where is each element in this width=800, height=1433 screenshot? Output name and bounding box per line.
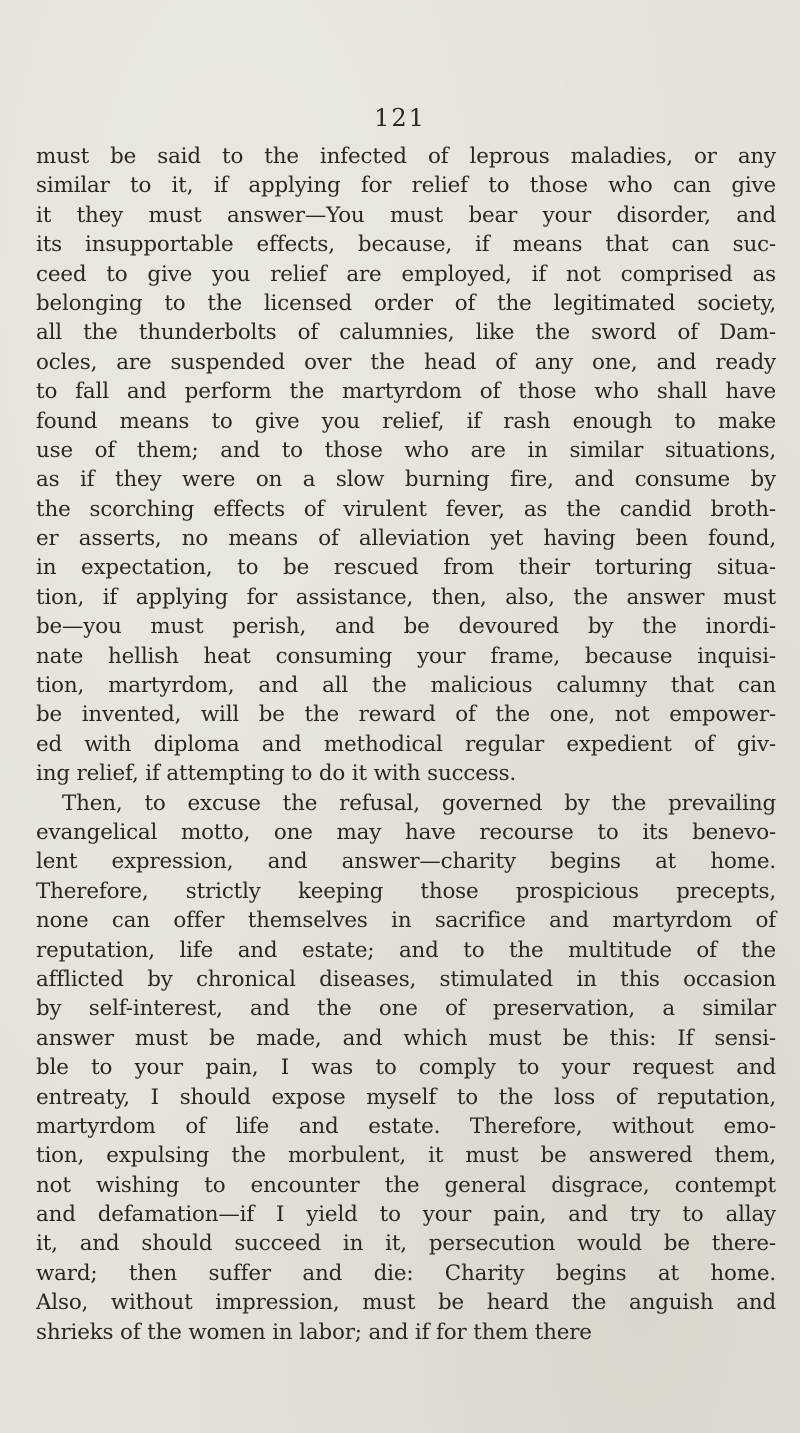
text-line: ed with diploma and methodical regular expedient of giv- [36,731,776,757]
text-line: afflicted by chronical diseases, stimulated in this occasion [36,966,776,992]
text-line: ceed to give you relief are employed, if not comprised as [36,261,776,287]
text-line: martyrdom of life and estate. Therefore, without emo- [36,1113,776,1139]
text-line: and defamation—if I yield to your pain, and try to allay [36,1202,776,1228]
text-line: as if they were on a slow burning fire, and consume by [36,467,776,493]
text-line: answer must be made, and which must be this: If sensi- [36,1025,776,1051]
text-line: not wishing to encounter the general disgrace, contempt [36,1172,776,1198]
text-line: ocles, are suspended over the head of any one, and ready [36,349,776,375]
text-line: er asserts, no means of alleviation yet having been found, [36,526,776,552]
text-line: to fall and perform the martyrdom of those who shall have [36,379,776,405]
text-line: must be said to the infected of leprous maladies, or any [36,144,776,169]
text-line: found means to give you relief, if rash enough to make [36,408,776,434]
text-line: it, and should succeed in it, persecution would be there- [36,1231,776,1257]
text-line: lent expression, and answer—charity begins at home. [36,849,776,875]
page-number: 121 [374,104,426,132]
text-line: Therefore, strictly keeping those prospicious precepts, [36,878,776,904]
text-line: reputation, life and estate; and to the multitude of the [36,937,776,963]
text-line: it they must answer—You must bear your disorder, and [36,202,776,228]
text-line: use of them; and to those who are in similar situations, [36,437,776,463]
text-line: by self-interest, and the one of preservation, a similar [36,996,776,1022]
text-line: be—you must perish, and be devoured by the inordi- [36,614,776,640]
text-line: tion, martyrdom, and all the malicious calumny that can [36,673,776,699]
text-line: its insupportable effects, because, if means that can suc- [36,232,776,258]
text-line: similar to it, if applying for relief to those who can give [36,173,776,199]
text-line: belonging to the licensed order of the legitimated society, [36,290,776,316]
text-line: tion, expulsing the morbulent, it must be answered them, [36,1143,776,1169]
text-line: shrieks of the women in labor; and if for them there [36,1319,592,1345]
text-line: evangelical motto, one may have recourse to its benevo- [36,819,776,845]
text-line: all the thunderbolts of calumnies, like the sword of Dam- [36,320,776,346]
text-line: ble to your pain, I was to comply to your request and [36,1055,776,1081]
text-line: in expectation, to be rescued from their torturing situa- [36,555,776,581]
text-line: tion, if applying for assistance, then, also, the answer must [36,584,776,610]
text-line: Also, without impression, must be heard the anguish and [36,1290,776,1316]
body-text [36,142,776,1347]
text-line: the scorching effects of virulent fever, as the candid broth- [36,496,776,522]
text-line: none can offer themselves in sacrifice and martyrdom of [36,908,776,934]
text-line: nate hellish heat consuming your frame, because inquisi- [36,643,776,669]
paragraph-start-line: Then, to excuse the refusal, governed by the prevailing [62,790,776,816]
text-line: be invented, will be the reward of the one, not empower- [36,702,776,728]
text-line: ing relief, if attempting to do it with success. [36,761,517,787]
text-line: ward; then suffer and die: Charity begins at home. [36,1260,776,1286]
text-line: entreaty, I should expose myself to the loss of reputation, [36,1084,776,1110]
